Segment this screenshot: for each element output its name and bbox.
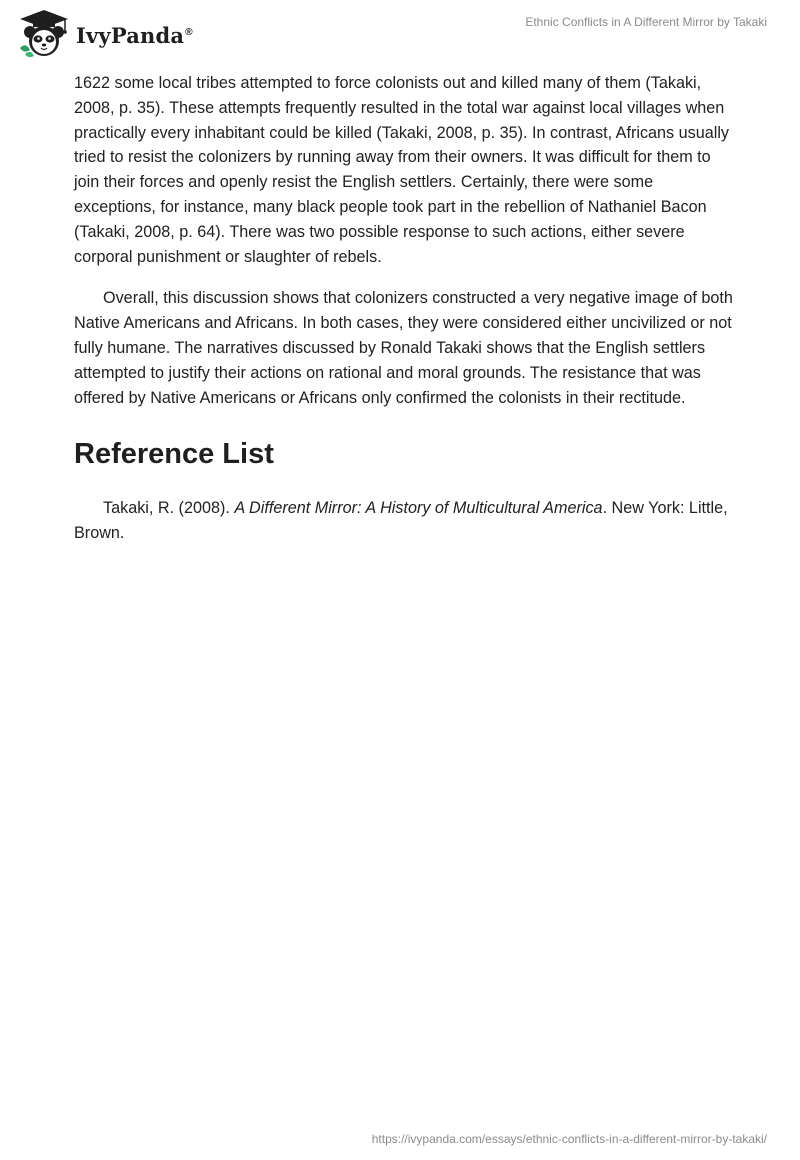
reference-publisher: . New York: Little, Brown.: [74, 499, 728, 543]
body-paragraph-2: Overall, this discussion shows that colonizers constructed a very negative image of both Native Americans and Africans. In both cases, they were considered either uncivilized or not fully humane. The narratives discussed by Ronald Takaki shows that the English settlers attempted to justify their actions on rational and moral grounds. The resistance that was offered by Native Americans or Africans only confirmed the colonists in their rectitude.: [74, 289, 733, 407]
brand-name: [76, 23, 193, 48]
essay-body: [74, 71, 734, 546]
registered-mark: ®: [185, 26, 193, 38]
reference-entry: [74, 496, 734, 546]
reference-book-title: A Different Mirror: A History of Multicultural America: [234, 499, 603, 518]
reference-author-year: Takaki, R. (2008).: [103, 499, 235, 518]
page-header: [0, 0, 800, 64]
body-paragraph-1: 1622 some local tribes attempted to force colonists out and killed many of them (Takaki, 2008, p. 35). These attempts frequently resulted in the total war against local villages when practically every inhabitant could be killed (Takaki, 2008, p. 35). In contrast, Africans usually tried to resist the colonizers by running away from their owners. It was difficult for them to join their forces and openly resist the English settlers. Certainly, there were some exceptions, for instance, many black people took part in the rebellion of Nathaniel Bacon (Takaki, 2008, p. 64). There was two possible response to such actions, either severe corporal punishment or slaughter of rebels.: [74, 74, 730, 266]
ivypanda-logo[interactable]: [16, 8, 193, 58]
brand-text: IvyPanda: [76, 22, 185, 48]
source-url[interactable]: https://ivypanda.com/essays/ethnic-conflicts-in-a-different-mirror-by-takaki/: [371, 1132, 767, 1146]
document-title: Ethnic Conflicts in A Different Mirror by Takaki: [525, 15, 767, 29]
reference-list-heading: Reference List: [74, 438, 274, 471]
panda-graduate-icon: [16, 8, 72, 58]
